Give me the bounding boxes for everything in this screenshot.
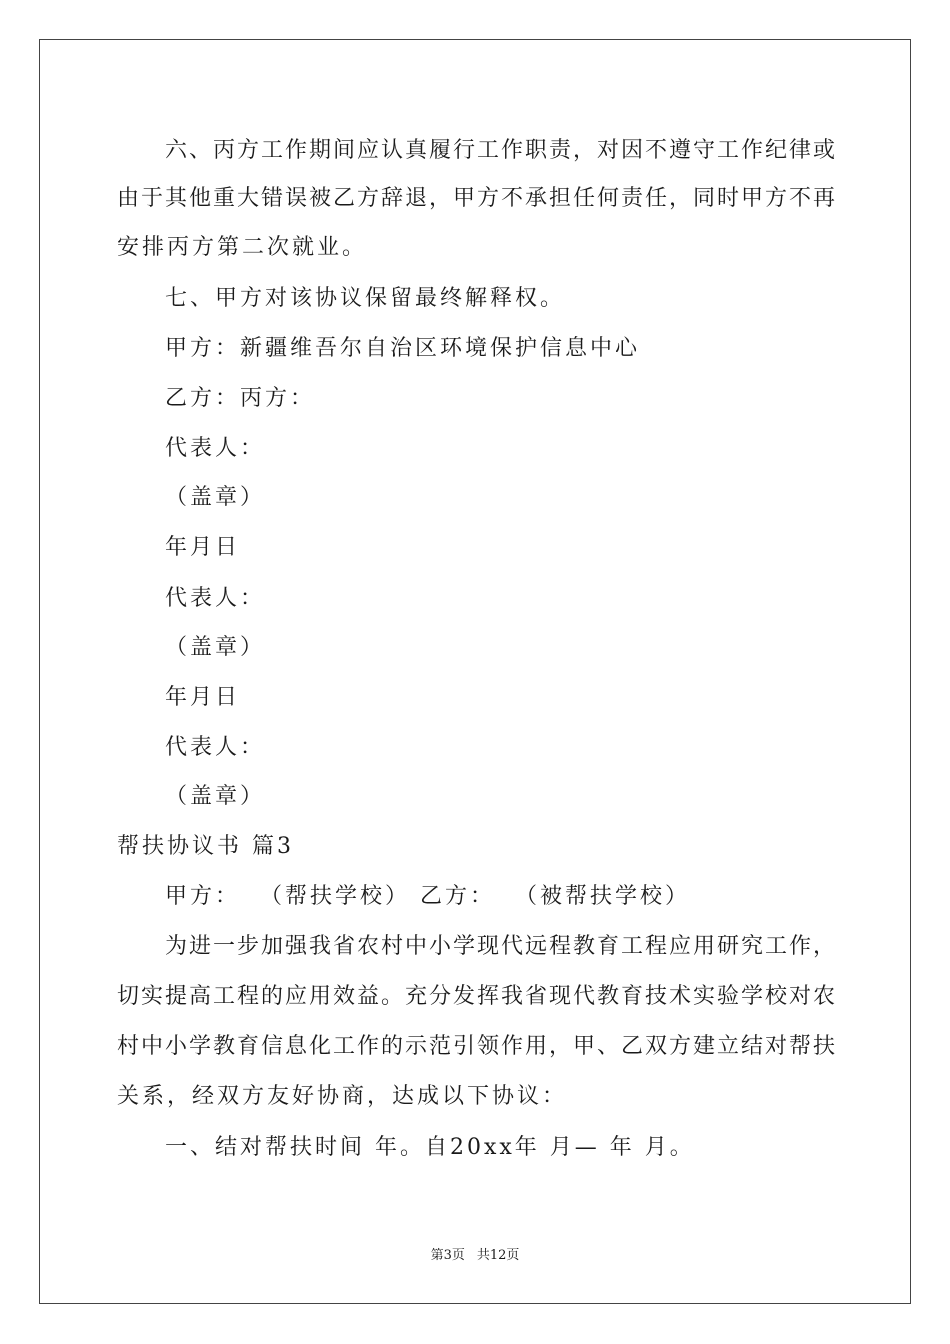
representative-label: 代表人： [165,436,266,461]
page-number: 第3页 [430,1248,465,1263]
clause-6-line-3: 安排丙方第二次就业。 [117,235,368,260]
intro-line-2: 切实提高工程的应用效益。充分发挥我省现代教育技术实验学校对农 [117,984,838,1009]
representative-label: 代表人： [165,586,266,611]
page-total: 共12页 [476,1248,520,1263]
parties-line: 甲方： （帮扶学校） 乙方： （被帮扶学校） [165,884,690,909]
intro-line-3: 村中小学教育信息化工作的示范引领作用，甲、乙双方建立结对帮扶 [117,1034,838,1059]
page-footer [0,1246,950,1266]
party-a-line: 甲方：新疆维吾尔自治区环境保护信息中心 [165,336,641,361]
intro-line-1: 为进一步加强我省农村中小学现代远程教育工程应用研究工作， [165,934,838,959]
seal-label: （盖章） [165,485,266,510]
section-heading: 帮扶协议书 篇3 [117,834,294,859]
clause-6-line-2: 由于其他重大错误被乙方辞退，甲方不承担任何责任，同时甲方不再 [117,186,838,211]
seal-label: （盖章） [165,784,266,809]
representative-label: 代表人： [165,735,266,760]
clause-6-line-1: 六、丙方工作期间应认真履行工作职责，对因不遵守工作纪律或 [165,138,838,163]
clause-7: 七、甲方对该协议保留最终解释权。 [165,286,566,311]
party-bc-line: 乙方：丙方： [165,386,316,411]
page-frame [39,39,911,1304]
clause-1: 一、结对帮扶时间 年。自20xx年 月— 年 月。 [165,1135,695,1160]
intro-line-4: 关系，经双方友好协商，达成以下协议： [117,1084,568,1109]
date-label: 年月日 [165,685,241,710]
date-label: 年月日 [165,535,241,560]
seal-label: （盖章） [165,635,266,660]
